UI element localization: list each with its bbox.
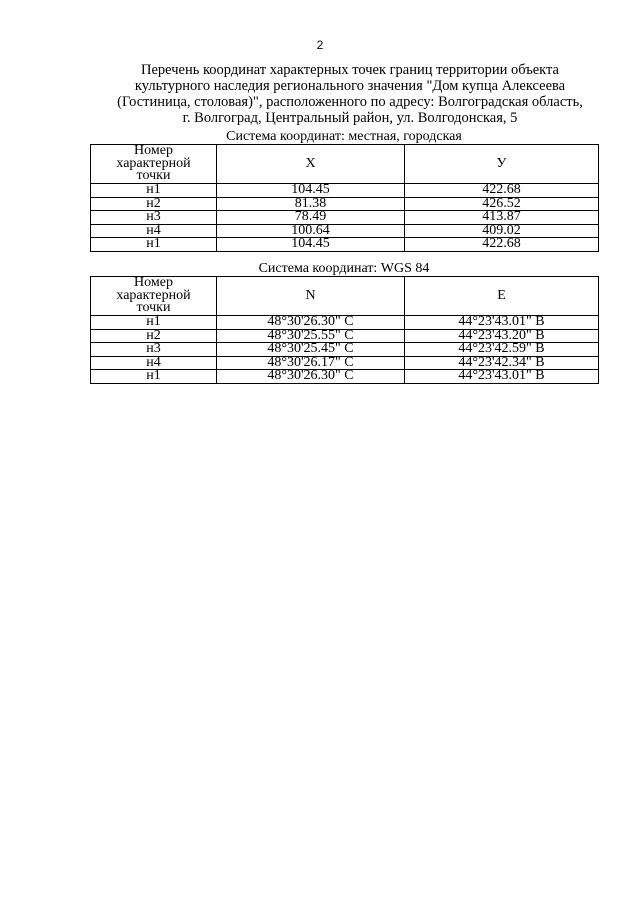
longitude-cell: 44°23'43.01" В xyxy=(405,370,599,384)
title-line: Перечень координат характерных точек границ территории объекта xyxy=(141,62,559,78)
point-cell: н1 xyxy=(91,184,217,198)
point-cell: н3 xyxy=(91,343,217,357)
point-cell: н2 xyxy=(91,197,217,211)
header-e: E xyxy=(405,277,599,316)
local-table-caption: Система координат: местная, городская xyxy=(226,129,462,144)
point-cell: н2 xyxy=(91,329,217,343)
table-row xyxy=(91,370,599,384)
y-cell: 422.68 xyxy=(405,184,599,198)
longitude-cell: 44°23'43.20" В xyxy=(405,329,599,343)
y-cell: 422.68 xyxy=(405,238,599,252)
table-row xyxy=(91,316,599,330)
longitude-cell: 44°23'42.34" В xyxy=(405,356,599,370)
table-row xyxy=(91,343,599,357)
x-cell: 100.64 xyxy=(217,224,405,238)
table-row xyxy=(91,224,599,238)
table-row xyxy=(91,197,599,211)
point-cell: н1 xyxy=(91,316,217,330)
table-row xyxy=(91,184,599,198)
point-cell: н4 xyxy=(91,224,217,238)
wgs-table-caption: Система координат: WGS 84 xyxy=(258,261,430,276)
y-cell: 426.52 xyxy=(405,197,599,211)
title-line: культурного наследия регионального значения "Дом купца Алексеева xyxy=(134,78,566,94)
longitude-cell: 44°23'43.01" В xyxy=(405,316,599,330)
point-cell: н4 xyxy=(91,356,217,370)
header-point-number: Номер характерной точки xyxy=(91,277,217,316)
x-cell: 78.49 xyxy=(217,211,405,225)
x-cell: 104.45 xyxy=(217,184,405,198)
header-n: N xyxy=(217,277,405,316)
x-cell: 104.45 xyxy=(217,238,405,252)
table-row xyxy=(91,238,599,252)
y-cell: 413.87 xyxy=(405,211,599,225)
point-cell: н3 xyxy=(91,211,217,225)
header-y: У xyxy=(405,145,599,184)
point-cell: н1 xyxy=(91,370,217,384)
page-number: 2 xyxy=(316,38,324,52)
latitude-cell: 48°30'25.45" С xyxy=(217,343,405,357)
point-cell: н1 xyxy=(91,238,217,252)
latitude-cell: 48°30'26.30" С xyxy=(217,370,405,384)
header-point-number: Номер характерной точки xyxy=(91,145,217,184)
header-x: Х xyxy=(217,145,405,184)
title-line: г. Волгоград, Центральный район, ул. Волгодонская, 5 xyxy=(182,110,518,126)
wgs84-coordinates-table xyxy=(90,276,599,384)
local-coordinates-table xyxy=(90,144,599,252)
title-line: (Гостиница, столовая)", расположенного по адресу: Волгоградская область, xyxy=(117,94,583,110)
table-header-row xyxy=(91,145,599,184)
x-cell: 81.38 xyxy=(217,197,405,211)
y-cell: 409.02 xyxy=(405,224,599,238)
longitude-cell: 44°23'42.59" В xyxy=(405,343,599,357)
latitude-cell: 48°30'26.30" С xyxy=(217,316,405,330)
table-row xyxy=(91,211,599,225)
table-header-row xyxy=(91,277,599,316)
latitude-cell: 48°30'26.17" С xyxy=(217,356,405,370)
latitude-cell: 48°30'25.55" С xyxy=(217,329,405,343)
document-title xyxy=(90,62,610,126)
